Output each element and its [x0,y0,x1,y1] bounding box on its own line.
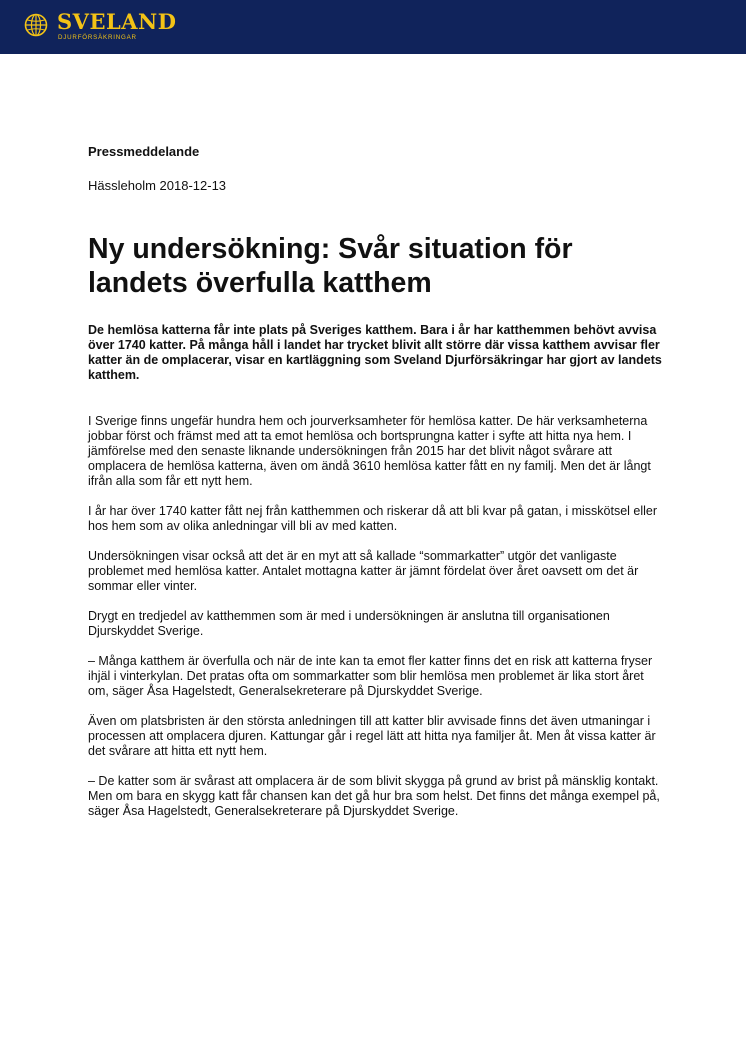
headline: Ny undersökning: Svår situation för landets överfulla katthem [88,233,573,299]
body-paragraph: Drygt en tredjedel av katthemmen som är med i undersökningen är anslutna till organisationen Djurskyddet Sverige. [88,609,610,638]
document-label: Pressmeddelande [88,144,200,159]
lead-paragraph: De hemlösa katterna får inte plats på Sveriges katthem. Bara i år har katthemmen behövt avvisa över 1740 katter. På många håll i landet har trycket blivit allt större där vissa katthem avvisar fler katter än de omplacerar, visar en kartläggning som Sveland Djurförsäkringar har gjort av landets katthem. [88,323,662,382]
body-paragraph: I Sverige finns ungefär hundra hem och jourverksamheter för hemlösa katter. De här verksamheterna jobbar först och främst med att ta emot hemlösa och bortsprungna katter i syfte att hitta nya hem. I jämförelse med den senaste liknande undersökningen från 2015 har det blivit något svårare att omplacera de hemlösa katterna, även om ändå 3610 hemlösa katter fått en ny familj. Men det är långt ifrån alla som får ett nytt hem. [88,414,651,488]
date-line: Hässleholm 2018-12-13 [88,178,227,193]
body-text [88,414,668,834]
globe-emblem-icon [24,13,48,37]
brand-subtitle: DJURFÖRSÄKRINGAR [58,34,137,41]
quote-paragraph: – Många katthem är överfulla och när de inte kan ta emot fler katter finns det en risk att katterna fryser ihjäl i vinterkylan. Det pratas ofta om sommarkatter som blir hemlösa men problemet är lika stort året om, säger Åsa Hagelstedt, Generalsekreterare på Djurskyddet Sverige. [88,654,653,698]
quote-paragraph: – De katter som är svårast att omplacera är de som blivit skygga på grund av brist på mänsklig kontakt. Men om bara en skygg katt får chansen kan det gå hur bra som helst. Det finns det många exempel på, säger Åsa Hagelstedt, Generalsekreterare på Djurskyddet Sverige. [88,774,660,818]
brand-header [0,0,746,54]
body-paragraph: Undersökningen visar också att det är en myt att så kallade “sommarkatter” utgör det vanligaste problemet med hemlösa katter. Antalet mottagna katter är jämnt fördelat över året oavsett om det är sommar eller vinter. [88,549,639,593]
body-paragraph: I år har över 1740 katter fått nej från katthemmen och riskerar då att bli kvar på gatan, i misskötsel eller hos hem som av olika anledningar vill bli av med katten. [88,504,658,533]
body-paragraph: Även om platsbristen är den största anledningen till att katter blir avvisade finns det även utmaningar i processen att omplacera djuren. Kattungar går i regel lätt att hitta nya familjer åt. Men åt vissa katter är det svårare att hitta ett nytt hem. [88,714,656,758]
brand-name: SVELAND [57,9,177,34]
